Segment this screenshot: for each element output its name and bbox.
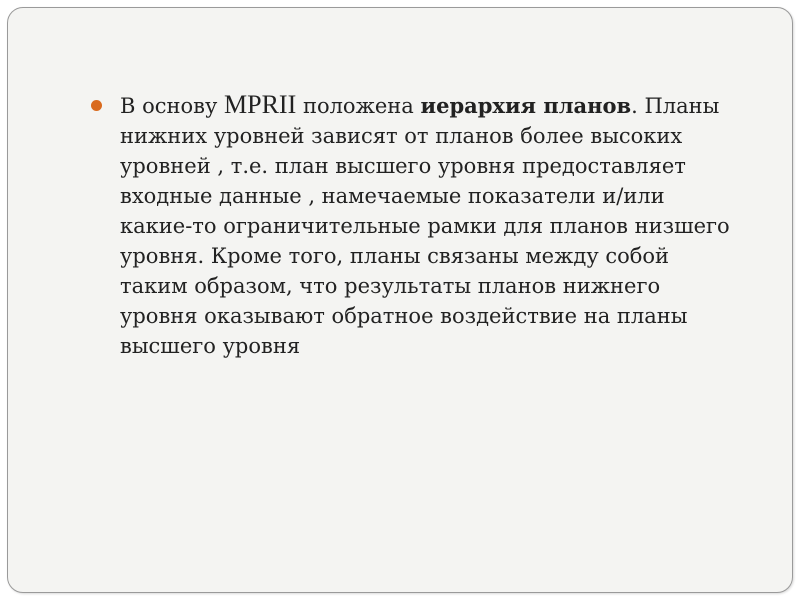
- text-suffix: . Планы нижних уровней зависят от планов более высоких уровней , т.е. план высшего уровня предоставляет входные данные , намечаемые показатели и/или какие-то ограничительные рамки для планов низшего уровня. Кроме того, планы связаны между собой таким образом, что результаты планов нижнего уровня оказывают обратное воздействие на планы высшего уровня: [120, 94, 730, 358]
- emphasis-text: иерархия планов: [420, 93, 632, 118]
- paragraph-text: [120, 90, 730, 358]
- text-prefix: В основу: [120, 94, 225, 118]
- slide: [7, 7, 793, 593]
- text-middle: положена: [296, 94, 421, 118]
- bullet-circle-icon: [91, 100, 102, 111]
- bullet-item: [88, 90, 738, 361]
- slide-content: [88, 90, 738, 361]
- acronym-text: MPRII: [224, 90, 297, 119]
